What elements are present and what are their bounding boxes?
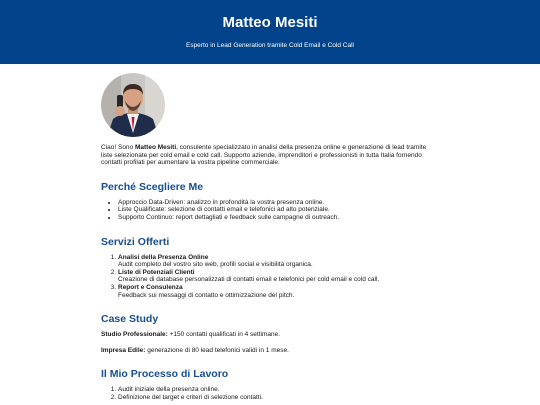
service-desc: Feedback sui messaggi di contatto e ottimizzazione del pitch.	[118, 291, 295, 299]
intro-greeting: Ciao! Sono	[101, 144, 135, 151]
case-text: generazione di 80 lead telefonici validi in 1 mese.	[145, 346, 289, 354]
service-name: Liste di Potenziali Clienti	[118, 268, 195, 276]
intro-paragraph	[101, 144, 431, 167]
process-list	[101, 386, 431, 401]
case-text: +150 contatti qualificati in 4 settimane.	[167, 331, 281, 339]
main-content	[0, 73, 431, 402]
intro-body: , consulente specializzato in analisi della presenza online e generazione di lead tramite liste selezionate per cold email e cold call. Supporto aziende, imprenditori e professionisti in tutta Italia fornendo contatti profilati per aumentare la vostra pipeline commerciale.	[101, 144, 427, 167]
list-item: • Liste Qualificate: selezione di contatti email e telefonici ad alto potenziale.	[118, 206, 431, 214]
process-step: 1. Audit iniziale della presenza online.	[118, 386, 431, 394]
services-list	[101, 254, 431, 300]
case-study-item	[101, 347, 431, 355]
service-item	[118, 269, 431, 284]
case-label: Impresa Edile:	[101, 346, 146, 354]
case-label: Studio Professionale:	[101, 331, 168, 339]
section-title-services: Servizi Offerti	[101, 235, 170, 248]
service-desc: Creazione di database personalizzati di contatti email e telefonici per cold email e cold call.	[118, 276, 380, 284]
service-desc: Audit completo del vostro sito web, profili social e visibilità organica.	[118, 261, 313, 269]
service-item	[118, 284, 431, 299]
service-item	[118, 254, 431, 269]
service-name: Analisi della Presenza Online	[118, 253, 209, 261]
section-title-why: Perché Scegliere Me	[101, 180, 204, 193]
list-item: • Approccio Data-Driven: analizzo in profondità la vostra presenza online.	[118, 199, 431, 207]
why-list	[101, 199, 431, 222]
process-step: 2. Definizione del target e criteri di selezione contatti.	[118, 394, 431, 402]
section-title-process: Il Mio Processo di Lavoro	[101, 368, 229, 381]
list-item: • Supporto Continuo: report dettagliati e feedback sulle campagne di outreach.	[118, 214, 431, 222]
section-title-case-study: Case Study	[101, 313, 159, 326]
profile-photo	[101, 73, 165, 137]
page-header	[0, 0, 540, 64]
service-name: Report e Consulenza	[118, 283, 183, 291]
page-title: Matteo Mesiti	[222, 14, 318, 31]
avatar	[101, 73, 165, 137]
case-study-item	[101, 331, 431, 339]
page-subtitle: Esperto in Lead Generation tramite Cold Email e Cold Call	[185, 42, 354, 49]
intro-name: Matteo Mesiti	[134, 144, 177, 151]
